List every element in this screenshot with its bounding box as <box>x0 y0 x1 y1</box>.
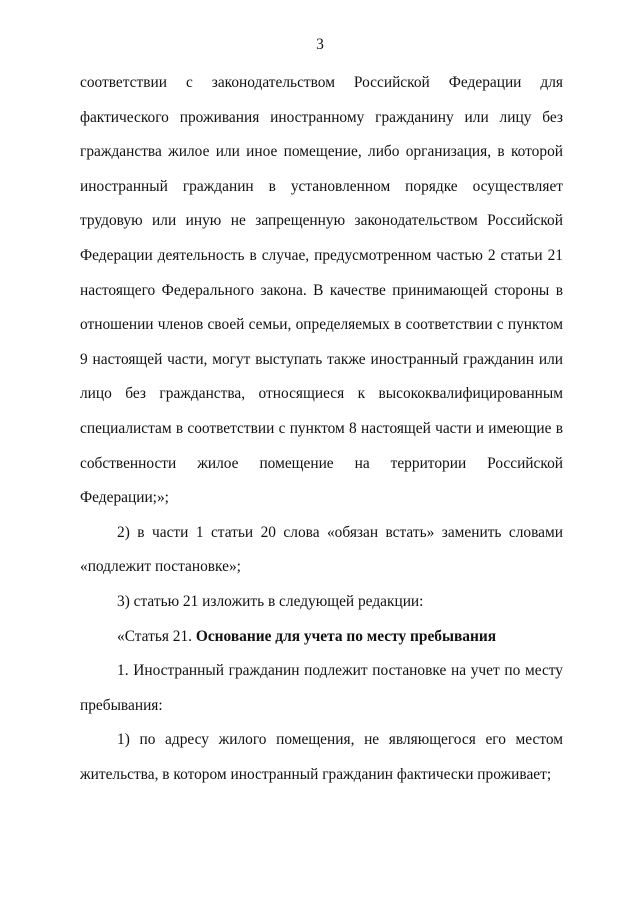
paragraph-item-2: 2) в части 1 статьи 20 слова «обязан встать» заменить словами «подлежит постановке»; <box>80 523 563 576</box>
article-prefix: «Статья 21. <box>117 627 193 645</box>
article-paragraph-1: 1. Иностранный гражданин подлежит постановке на учет по месту пребывания: <box>80 662 563 714</box>
article-subitem-1: 1) по адресу жилого помещения, не являющегося его местом жительства, в котором иностранный гражданин фактически проживает; <box>80 731 563 783</box>
article-heading <box>80 620 563 655</box>
paragraph-continuation: соответствии с законодательством Российской Федерации для фактического проживания иностранному гражданину или лицу без гражданства жилое или иное помещение, либо организация, в которой иностранный гражданин в установленном порядке осуществляет трудовую или иную не запрещенную законодательством Российской Федерации деятельность в случае, предусмотренном частью 2 статьи 21 настоящего Федерального закона. В качестве принимающей стороны в отношении членов своей семьи, определяемых в соответствии с пунктом 9 настоящей части, могут выступать также иностранный гражданин или лицо без гражданства, относящиеся к высококвалифицированным специалистам в соответствии с пунктом 8 настоящей части и имеющие в собственности жилое помещение на территории Российской Федерации;»; <box>80 74 563 507</box>
paragraph-item-3: 3) статью 21 изложить в следующей редакции: <box>117 592 424 610</box>
page-number: 3 <box>316 36 324 53</box>
article-title: Основание для учета по месту пребывания <box>195 627 497 645</box>
document-body <box>80 66 563 792</box>
